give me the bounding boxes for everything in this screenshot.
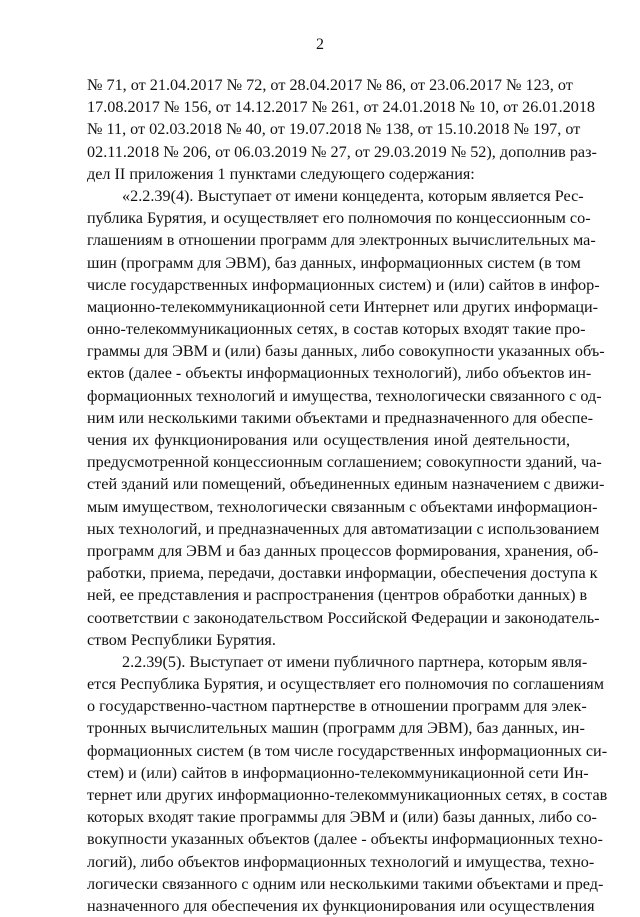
text-line: тернет или других информационно-телекоммуникационных сетях, в состав <box>87 786 608 804</box>
text-line: соответствии с законодательством Российской Федерации и законодатель- <box>87 608 600 627</box>
text-line: ектов (далее - объекты информационных технологий), либо объектов ин- <box>87 364 592 383</box>
text-line: которых входят такие программы для ЭВМ и (или) базы данных, либо со- <box>87 808 597 827</box>
text-line: граммы для ЭВМ и (или) базы данных, либо совокупности указанных объ- <box>87 342 605 361</box>
text-line: программ для ЭВМ и баз данных процессов формирования, хранения, об- <box>87 541 599 560</box>
text-line: работки, приема, передачи, доставки информации, обеспечения доступа к <box>87 564 598 583</box>
text-line: ется Республика Бурятия, и осуществляет его полномочия по соглашениям <box>87 675 604 694</box>
document-body <box>87 74 608 917</box>
text-line: дел II приложения 1 пунктами следующего содержания: <box>87 164 475 183</box>
text-line: 2.2.39(5). Выступает от имени публичного партнера, которым явля- <box>122 652 588 671</box>
text-line: логически связанного с одним или несколькими такими объектами и пред- <box>87 874 604 893</box>
text-line: тронных вычислительных машин (программ для ЭВМ), баз данных, ин- <box>87 719 585 738</box>
page-number: 2 <box>316 36 324 53</box>
text-line: вокупности указанных объектов (далее - объекты информационных техно- <box>87 830 603 849</box>
text-line: назначенного для обеспечения их функционирования или осуществления <box>87 896 595 915</box>
text-line: предусмотренной концессионным соглашением; совокупности зданий, ча- <box>87 453 602 472</box>
text-line: мационно-телекоммуникационной сети Интернет или других информаци- <box>87 297 599 316</box>
text-line: шин (программ для ЭВМ), баз данных, информационных систем (в том <box>87 253 581 272</box>
text-line: ним или несколькими такими объектами и предназначенного для обеспе- <box>87 408 594 427</box>
text-line: публика Бурятия, и осуществляет его полномочия по концессионным со- <box>87 209 591 228</box>
text-line: стем) и (или) сайтов в информационно-телекоммуникационной сети Ин- <box>87 763 589 782</box>
text-line: ством Республики Бурятия. <box>87 630 276 649</box>
text-line: логий), либо объектов информационных технологий и имущества, техно- <box>87 852 595 871</box>
text-line: о государственно-частном партнерстве в отношении программ для элек- <box>87 697 587 716</box>
text-line: № 71, от 21.04.2017 № 72, от 28.04.2017 № 86, от 23.06.2017 № 123, от <box>87 76 573 94</box>
text-line: глашениям в отношении программ для электронных вычислительных ма- <box>87 231 596 250</box>
text-line: мым имуществом, технологически связанным с объектами информацион- <box>87 497 598 516</box>
text-line: 02.11.2018 № 206, от 06.03.2019 № 27, от 29.03.2019 № 52), дополнив раз- <box>87 142 597 161</box>
text-line: № 11, от 02.03.2018 № 40, от 19.07.2018 № 138, от 15.10.2018 № 197, от <box>87 120 581 139</box>
text-line: стей зданий или помещений, объединенных единым назначением с движи- <box>87 475 605 494</box>
text-line: ных технологий, и предназначенных для автоматизации с использованием <box>87 519 600 538</box>
text-line: чения их функционирования или осуществления иной деятельности, <box>87 431 570 449</box>
text-line: онно-телекоммуникационных сетях, в состав которых входят такие про- <box>87 320 586 339</box>
text-line: формационных систем (в том числе государственных информационных си- <box>87 741 608 760</box>
text-line: «2.2.39(4). Выступает от имени концедента, которым является Рес- <box>122 186 584 205</box>
text-line: 17.08.2017 № 156, от 14.12.2017 № 261, от 24.01.2018 № 10, от 26.01.2018 <box>87 98 596 117</box>
text-line: формационных технологий и имущества, технологически связанного с од- <box>87 386 602 405</box>
text-line: ней, ее представления и распространения (центров обработки данных) в <box>87 586 588 605</box>
text-line: числе государственных информационных систем) и (или) сайтов в инфор- <box>87 275 600 294</box>
